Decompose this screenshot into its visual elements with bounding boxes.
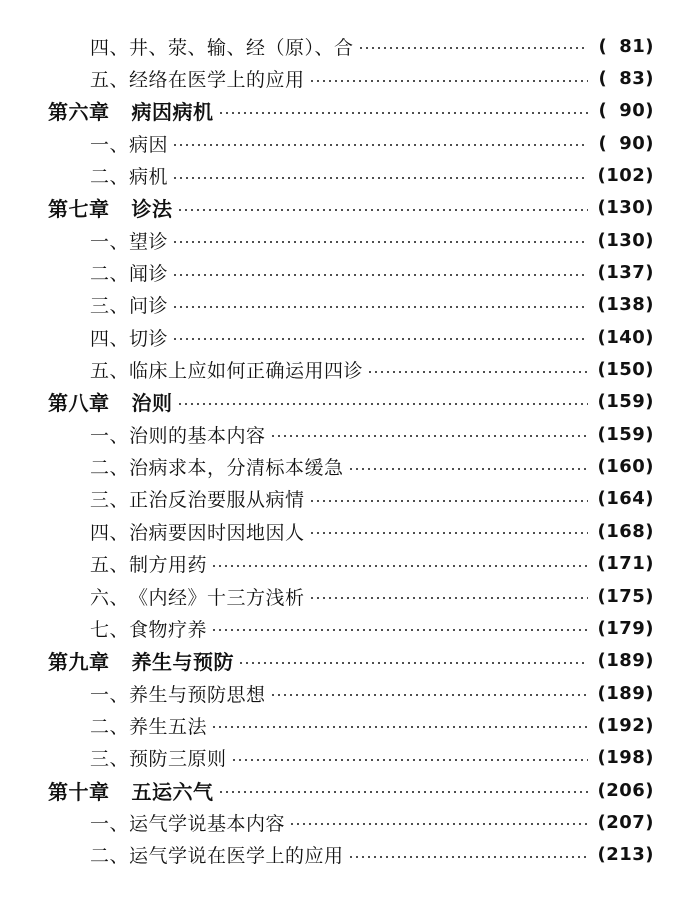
toc-section-entry xyxy=(0,224,700,256)
page-reference xyxy=(592,586,654,607)
section-number: 一、 xyxy=(90,812,130,835)
toc-section-entry xyxy=(0,742,700,774)
dot-leader xyxy=(172,177,588,179)
dot-leader xyxy=(211,565,588,567)
open-paren: ( xyxy=(597,423,607,445)
page-reference xyxy=(592,780,654,801)
section-title: 病因 xyxy=(129,133,169,156)
close-paren: ) xyxy=(645,456,654,478)
dot-leader xyxy=(309,500,588,502)
close-paren: ) xyxy=(645,165,654,187)
open-paren: ( xyxy=(597,714,607,736)
toc-chapter-entry xyxy=(0,386,700,418)
page-number: 160 xyxy=(606,456,646,478)
page-number: 179 xyxy=(606,617,646,639)
open-paren: ( xyxy=(598,100,608,122)
open-paren: ( xyxy=(597,585,607,607)
page-reference xyxy=(592,262,654,283)
open-paren: ( xyxy=(597,488,607,510)
toc-section-entry xyxy=(0,159,700,191)
page-reference xyxy=(592,294,654,315)
close-paren: ) xyxy=(645,585,654,607)
section-number: 四、 xyxy=(90,327,130,350)
open-paren: ( xyxy=(597,811,607,833)
open-paren: ( xyxy=(598,35,608,57)
dot-leader xyxy=(172,338,588,340)
dot-leader xyxy=(358,47,588,49)
page-number: 189 xyxy=(606,650,646,672)
close-paren: ) xyxy=(645,779,654,801)
page-reference xyxy=(592,36,654,57)
open-paren: ( xyxy=(597,391,607,413)
section-title: 预防三原则 xyxy=(129,748,227,771)
dot-leader xyxy=(177,209,589,211)
page-reference xyxy=(592,715,654,736)
toc-section-entry xyxy=(0,548,700,580)
open-paren: ( xyxy=(597,456,607,478)
dot-leader xyxy=(348,856,588,858)
page-reference xyxy=(592,683,654,704)
page-number: 168 xyxy=(606,520,646,542)
page-reference xyxy=(592,133,654,154)
open-paren: ( xyxy=(598,68,608,90)
toc-section-entry xyxy=(0,580,700,612)
chapter-number: 第十章 xyxy=(48,779,110,804)
close-paren: ) xyxy=(645,682,654,704)
toc-section-entry xyxy=(0,62,700,94)
open-paren: ( xyxy=(597,747,607,769)
close-paren: ) xyxy=(645,294,654,316)
page-number: 140 xyxy=(606,326,646,348)
section-number: 二、 xyxy=(90,457,130,480)
open-paren: ( xyxy=(597,779,607,801)
section-title: 治病求本，分清标本缓急 xyxy=(129,457,344,480)
close-paren: ) xyxy=(645,35,654,57)
page-number: 171 xyxy=(606,553,646,575)
toc-section-entry xyxy=(0,353,700,385)
open-paren: ( xyxy=(597,326,607,348)
section-number: 一、 xyxy=(90,133,130,156)
page-reference xyxy=(592,230,654,251)
section-title: 养生与预防思想 xyxy=(129,683,266,706)
open-paren: ( xyxy=(597,682,607,704)
toc-section-entry xyxy=(0,321,700,353)
close-paren: ) xyxy=(645,197,654,219)
dot-leader xyxy=(348,468,588,470)
close-paren: ) xyxy=(645,68,654,90)
page-number: 130 xyxy=(606,197,646,219)
page-number: 159 xyxy=(606,423,646,445)
chapter-title: 五运六气 xyxy=(131,779,214,804)
section-title: 制方用药 xyxy=(129,554,208,577)
page-reference xyxy=(592,391,654,412)
open-paren: ( xyxy=(597,650,607,672)
dot-leader xyxy=(172,144,588,146)
page-number: 206 xyxy=(606,779,646,801)
open-paren: ( xyxy=(597,359,607,381)
dot-leader xyxy=(211,629,588,631)
page-number: 90 xyxy=(619,100,646,122)
section-title: 食物疗养 xyxy=(129,618,208,641)
chapter-number: 第七章 xyxy=(48,197,110,222)
section-title: 切诊 xyxy=(129,327,169,350)
toc-chapter-entry xyxy=(0,774,700,806)
page-number: 164 xyxy=(606,488,646,510)
close-paren: ) xyxy=(645,844,654,866)
page-number: 198 xyxy=(606,747,646,769)
page-number: 138 xyxy=(606,294,646,316)
page-reference xyxy=(592,197,654,218)
section-number: 二、 xyxy=(90,166,130,189)
open-paren: ( xyxy=(597,229,607,251)
page-number: 81 xyxy=(619,35,646,57)
page-reference xyxy=(592,456,654,477)
page-reference xyxy=(592,424,654,445)
section-title: 运气学说在医学上的应用 xyxy=(129,845,344,868)
close-paren: ) xyxy=(645,488,654,510)
dot-leader xyxy=(172,274,588,276)
open-paren: ( xyxy=(597,553,607,575)
close-paren: ) xyxy=(645,391,654,413)
section-title: 《内经》十三方浅析 xyxy=(129,586,305,609)
chapter-title: 病因病机 xyxy=(131,100,214,125)
page-reference xyxy=(592,618,654,639)
close-paren: ) xyxy=(645,262,654,284)
page-number: 90 xyxy=(619,132,646,154)
dot-leader xyxy=(238,662,588,664)
page-reference xyxy=(592,488,654,509)
toc-chapter-entry xyxy=(0,192,700,224)
dot-leader xyxy=(211,726,588,728)
section-number: 五、 xyxy=(90,69,130,92)
section-number: 七、 xyxy=(90,618,130,641)
dot-leader xyxy=(270,694,588,696)
close-paren: ) xyxy=(645,617,654,639)
dot-leader xyxy=(270,435,588,437)
section-title: 望诊 xyxy=(129,230,169,253)
page-number: 150 xyxy=(606,359,646,381)
section-title: 养生五法 xyxy=(129,715,208,738)
page-number: 175 xyxy=(606,585,646,607)
section-number: 一、 xyxy=(90,424,130,447)
page-reference xyxy=(592,68,654,89)
close-paren: ) xyxy=(645,553,654,575)
close-paren: ) xyxy=(645,423,654,445)
toc-chapter-entry xyxy=(0,645,700,677)
chapter-title: 养生与预防 xyxy=(131,650,234,675)
page-number: 83 xyxy=(619,68,646,90)
toc-section-entry xyxy=(0,612,700,644)
close-paren: ) xyxy=(645,229,654,251)
page-number: 130 xyxy=(606,229,646,251)
section-number: 一、 xyxy=(90,230,130,253)
section-number: 六、 xyxy=(90,586,130,609)
section-number: 三、 xyxy=(90,295,130,318)
section-number: 一、 xyxy=(90,683,130,706)
close-paren: ) xyxy=(645,132,654,154)
close-paren: ) xyxy=(645,650,654,672)
page-reference xyxy=(592,327,654,348)
dot-leader xyxy=(289,823,588,825)
dot-leader xyxy=(218,791,589,793)
toc-section-entry xyxy=(0,709,700,741)
open-paren: ( xyxy=(597,294,607,316)
chapter-title: 诊法 xyxy=(131,197,173,222)
page-reference xyxy=(592,650,654,671)
close-paren: ) xyxy=(645,714,654,736)
section-title: 治则的基本内容 xyxy=(129,424,266,447)
toc-section-entry xyxy=(0,30,700,62)
page-number: 189 xyxy=(606,682,646,704)
toc-section-entry xyxy=(0,483,700,515)
open-paren: ( xyxy=(598,132,608,154)
close-paren: ) xyxy=(645,326,654,348)
section-number: 三、 xyxy=(90,489,130,512)
section-title: 病机 xyxy=(129,166,169,189)
page-number: 207 xyxy=(606,811,646,833)
open-paren: ( xyxy=(597,165,607,187)
open-paren: ( xyxy=(597,262,607,284)
section-number: 四、 xyxy=(90,36,130,59)
section-title: 问诊 xyxy=(129,295,169,318)
dot-leader xyxy=(172,306,588,308)
dot-leader xyxy=(367,371,588,373)
toc-section-entry xyxy=(0,839,700,871)
section-title: 临床上应如何正确运用四诊 xyxy=(129,360,364,383)
dot-leader xyxy=(231,759,588,761)
section-title: 治病要因时因地因人 xyxy=(129,521,305,544)
dot-leader xyxy=(218,112,589,114)
page-reference xyxy=(592,747,654,768)
section-number: 五、 xyxy=(90,554,130,577)
dot-leader xyxy=(309,597,588,599)
section-title: 运气学说基本内容 xyxy=(129,812,286,835)
toc-section-entry xyxy=(0,450,700,482)
page-number: 102 xyxy=(606,165,646,187)
dot-leader xyxy=(177,403,589,405)
toc-section-entry xyxy=(0,127,700,159)
page-reference xyxy=(592,100,654,121)
chapter-title: 治则 xyxy=(131,391,173,416)
section-number: 三、 xyxy=(90,748,130,771)
close-paren: ) xyxy=(645,747,654,769)
toc-section-entry xyxy=(0,418,700,450)
dot-leader xyxy=(309,80,588,82)
page-number: 192 xyxy=(606,714,646,736)
close-paren: ) xyxy=(645,359,654,381)
page-reference xyxy=(592,521,654,542)
dot-leader xyxy=(309,532,588,534)
close-paren: ) xyxy=(645,811,654,833)
section-number: 五、 xyxy=(90,360,130,383)
section-number: 二、 xyxy=(90,845,130,868)
chapter-number: 第六章 xyxy=(48,100,110,125)
section-title: 井、荥、输、经（原）、合 xyxy=(129,36,354,59)
section-title: 经络在医学上的应用 xyxy=(129,69,305,92)
toc-chapter-entry xyxy=(0,95,700,127)
chapter-number: 第九章 xyxy=(48,650,110,675)
section-number: 二、 xyxy=(90,263,130,286)
dot-leader xyxy=(172,241,588,243)
toc-section-entry xyxy=(0,289,700,321)
toc-section-entry xyxy=(0,677,700,709)
page-number: 213 xyxy=(606,844,646,866)
toc-section-entry xyxy=(0,806,700,838)
toc-section-entry xyxy=(0,515,700,547)
open-paren: ( xyxy=(597,520,607,542)
open-paren: ( xyxy=(597,197,607,219)
open-paren: ( xyxy=(597,617,607,639)
toc-section-entry xyxy=(0,256,700,288)
close-paren: ) xyxy=(645,100,654,122)
chapter-number: 第八章 xyxy=(48,391,110,416)
page-reference xyxy=(592,359,654,380)
page-reference xyxy=(592,553,654,574)
close-paren: ) xyxy=(645,520,654,542)
page-reference xyxy=(592,812,654,833)
page-number: 159 xyxy=(606,391,646,413)
open-paren: ( xyxy=(597,844,607,866)
page-reference xyxy=(592,844,654,865)
section-number: 四、 xyxy=(90,521,130,544)
table-of-contents xyxy=(0,30,700,871)
section-title: 正治反治要服从病情 xyxy=(129,489,305,512)
section-number: 二、 xyxy=(90,715,130,738)
page-number: 137 xyxy=(606,262,646,284)
page-reference xyxy=(592,165,654,186)
section-title: 闻诊 xyxy=(129,263,169,286)
